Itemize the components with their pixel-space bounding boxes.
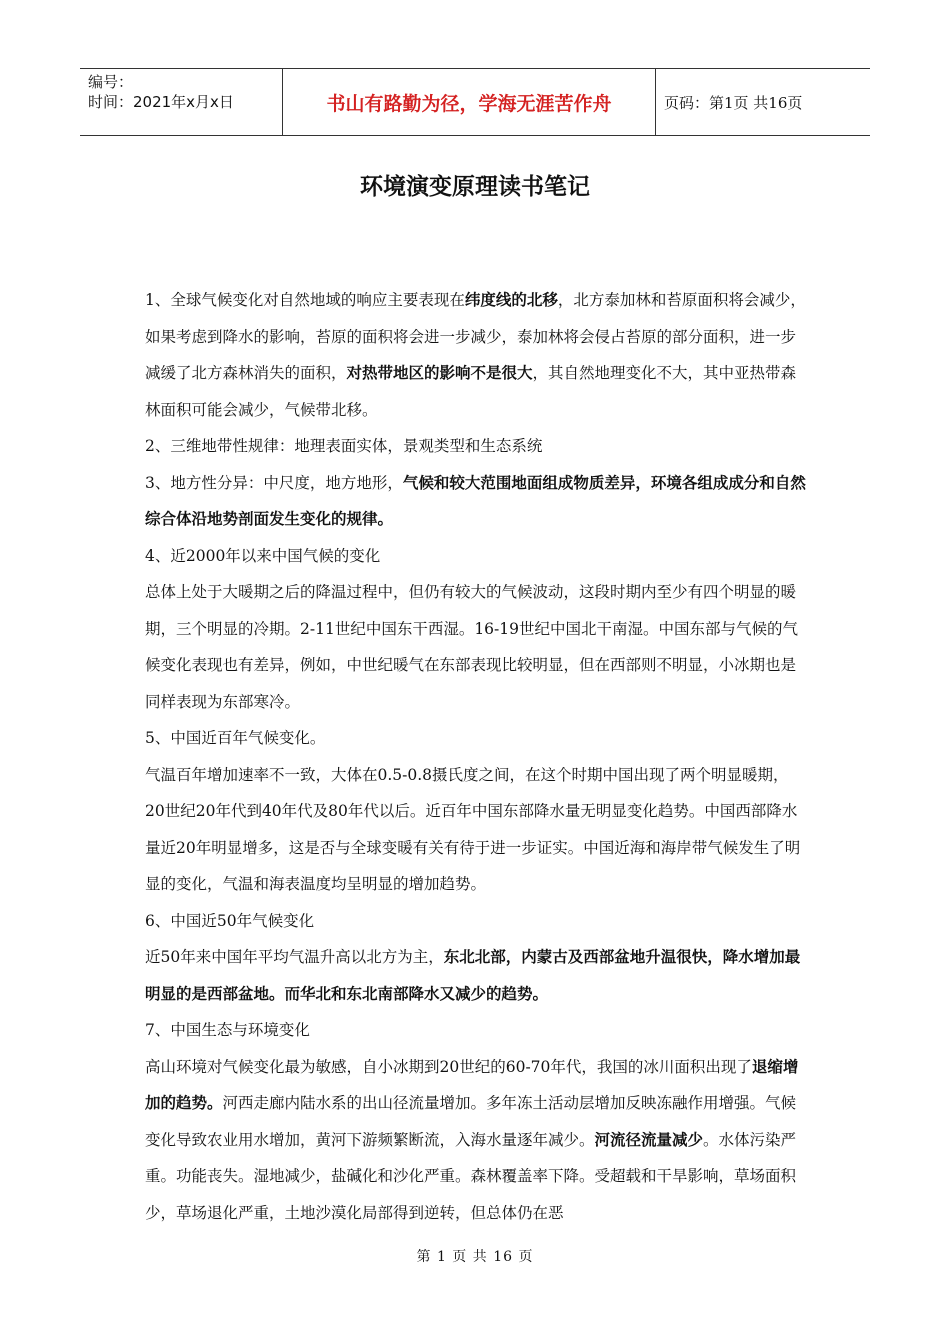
- document-title: 环境演变原理读书笔记: [360, 174, 590, 200]
- text-run: 高山环境对气候变化最为敏感，自小冰期到20世纪的60-70年代，我国的冰川面积出现了: [145, 1057, 752, 1076]
- time-label: 时间：2021年x月x日: [88, 93, 234, 111]
- text-run: ，其自然地理变化不大，其中亚热带森林面积可能会减少，气候带北移。: [145, 364, 797, 419]
- paragraph: [145, 939, 807, 1012]
- paragraph: [145, 903, 807, 940]
- paragraph: [145, 428, 807, 465]
- paragraph: [145, 538, 807, 575]
- paragraph: [145, 1049, 807, 1232]
- header-page-code: 页码：第1页 共16页: [664, 93, 803, 112]
- text-run: 5、中国近百年气候变化。: [145, 729, 326, 747]
- bold-text: 对热带地区的影响不是很大: [346, 364, 533, 382]
- text-run: 2、三维地带性规律：地理表面实体，景观类型和生态系统: [145, 437, 543, 455]
- text-run: 总体上处于大暖期之后的降温过程中，但仍有较大的气候波动，这段时期内至少有四个明显的暖期，三个明显的冷期。2-11世纪中国东干西湿。16-19世纪中国北干南湿。中国东部与气候的气候变化表现也有差异，例如，中世纪暖气在东部表现比较明显，但在西部则不明显，小冰期也是同样表现为东部寒冷。: [145, 583, 799, 711]
- bold-text: 退缩增加的趋势。: [145, 1057, 799, 1112]
- bold-text: 纬度线的北移: [464, 291, 558, 309]
- paragraph: [145, 282, 807, 428]
- paragraph: [145, 465, 807, 538]
- header-motto: 书山有路勤为径，学海无涯苦作舟: [282, 69, 656, 135]
- header-meta: [80, 69, 282, 135]
- page-header: [80, 68, 870, 136]
- paragraph: [145, 574, 807, 720]
- number-label: 编号：: [88, 73, 134, 91]
- text-run: 河西走廊内陆水系的出山径流量增加。多年冻土活动层增加反映冻融作用增强。气候变化导致农业用水增加，黄河下游频繁断流，入海水量逐年减少。: [145, 1094, 797, 1149]
- bold-text: 河流径流量减少: [594, 1130, 704, 1149]
- text-run: ，北方泰加林和苔原面积将会减少，如果考虑到降水的影响，苔原的面积将会进一步减少，泰加林将会侵占苔原的部分面积，进一步减缓了北方森林消失的面积，: [145, 291, 806, 382]
- bold-text: 气候和较大范围地面组成物质差异，环境各组成成分和自然综合体沿地势剖面发生变化的规律。: [145, 473, 806, 528]
- paragraph: [145, 1012, 807, 1049]
- page-footer: 第 1 页 共 16 页: [416, 1249, 534, 1265]
- text-run: 气温百年增加速率不一致，大体在0.5-0.8摄氏度之间，在这个时期中国出现了两个明显暖期，20世纪20年代到40年代及80年代以后。近百年中国东部降水量无明显变化趋势。中国西部降水量近20年明显增多，这是否与全球变暖有关有待于进一步证实。中国近海和海岸带气候发生了明显的变化，气温和海表温度均呈明显的增加趋势。: [145, 765, 801, 893]
- document-body: [145, 282, 807, 1231]
- paragraph: [145, 720, 807, 757]
- bold-text: 东北北部，内蒙古及西部盆地升温很快，降水增加最明显的是西部盆地。而华北和东北南部降水又减少的趋势。: [145, 948, 801, 1003]
- text-run: 6、中国近50年气候变化: [145, 911, 315, 930]
- paragraph: [145, 757, 807, 903]
- text-run: 7、中国生态与环境变化: [145, 1021, 310, 1039]
- text-run: 。水体污染严重。功能丧失。湿地减少，盐碱化和沙化严重。森林覆盖率下降。受超载和干旱影响，草场面积少，草场退化严重，土地沙漠化局部得到逆转，但总体仍在恶: [145, 1130, 797, 1222]
- text-run: 3、地方性分异：中尺度，地方地形，: [145, 473, 403, 492]
- text-run: 近50年来中国年平均气温升高以北方为主，: [145, 948, 444, 966]
- text-run: 4、近2000年以来中国气候的变化: [145, 546, 381, 565]
- text-run: 1、全球气候变化对自然地域的响应主要表现在: [145, 291, 465, 309]
